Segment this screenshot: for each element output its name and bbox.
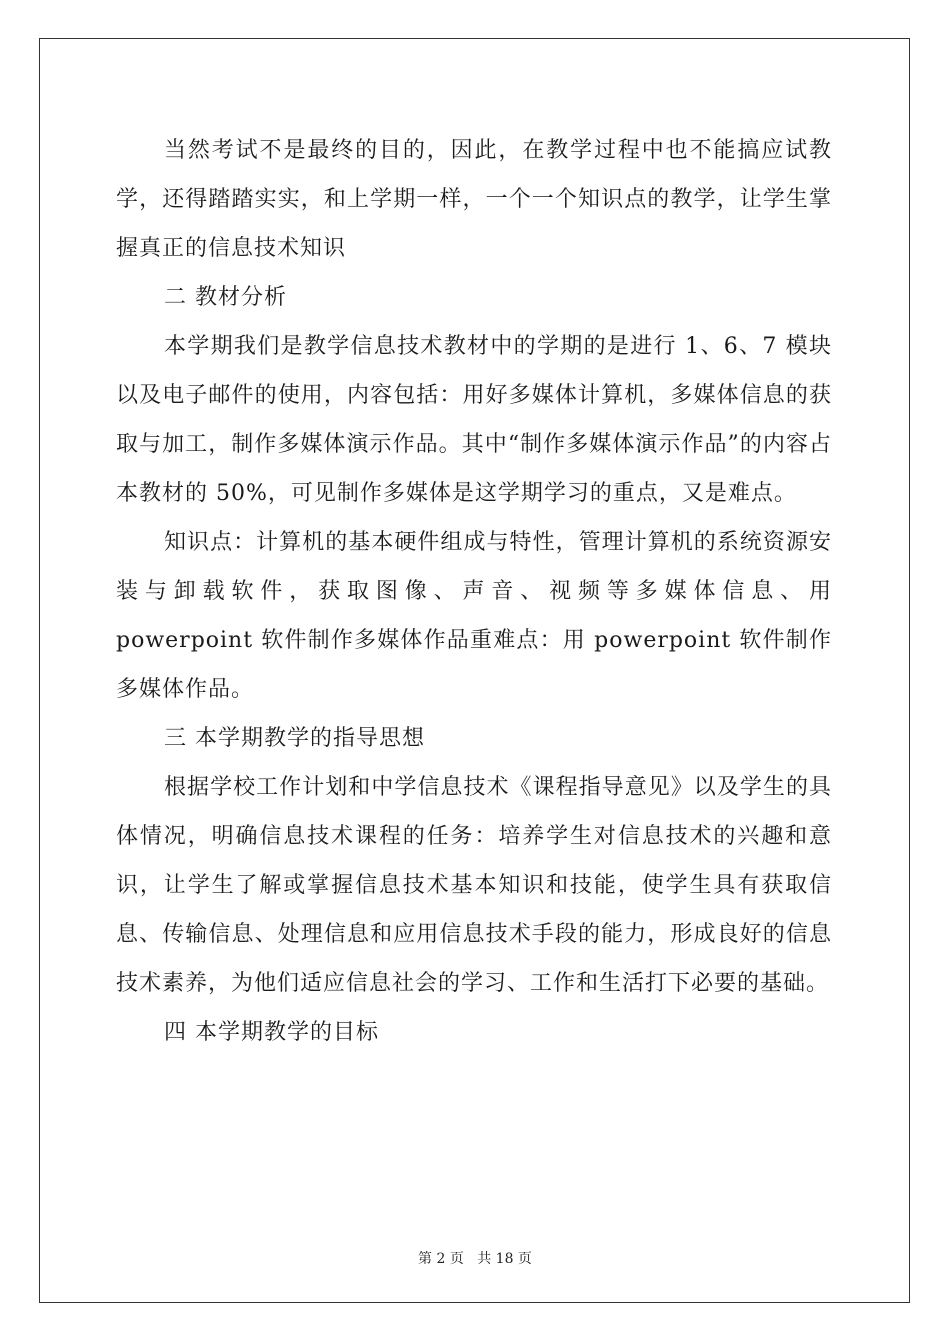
document-body (116, 126, 832, 1057)
paragraph-knowledge-points: 知识点：计算机的基本硬件组成与特性，管理计算机的系统资源安装与卸载软件，获取图像、声音、视频等多媒体信息、用 powerpoint 软件制作多媒体作品重难点：用 powerpoint 软件制作多媒体作品。 (116, 530, 832, 702)
page-footer (0, 1248, 950, 1268)
paragraph-textbook-content: 本学期我们是教学信息技术教材中的学期的是进行 1、6、7 模块以及电子邮件的使用，内容包括：用好多媒体计算机，多媒体信息的获取与加工，制作多媒体演示作品。其中“制作多媒体演示作品”的内容占本教材的 50%，可见制作多媒体是这学期学习的重点，又是难点。 (116, 334, 832, 506)
heading-teaching-goals: 四 本学期教学的目标 (164, 1020, 379, 1045)
total-pages: 共 18 页 (477, 1251, 532, 1267)
page-number: 第 2 页 (418, 1251, 464, 1267)
heading-guiding-ideology: 三 本学期教学的指导思想 (164, 726, 425, 751)
paragraph-guiding-ideology: 根据学校工作计划和中学信息技术《课程指导意见》以及学生的具体情况，明确信息技术课程的任务：培养学生对信息技术的兴趣和意识，让学生了解或掌握信息技术基本知识和技能，使学生具有获取信息、传输信息、处理信息和应用信息技术手段的能力，形成良好的信息技术素养，为他们适应信息社会的学习、工作和生活打下必要的基础。 (116, 775, 832, 996)
heading-textbook-analysis: 二 教材分析 (164, 285, 287, 310)
paragraph-exam-purpose: 当然考试不是最终的目的，因此，在教学过程中也不能搞应试教学，还得踏踏实实，和上学期一样，一个一个知识点的教学，让学生掌握真正的信息技术知识 (116, 138, 832, 261)
